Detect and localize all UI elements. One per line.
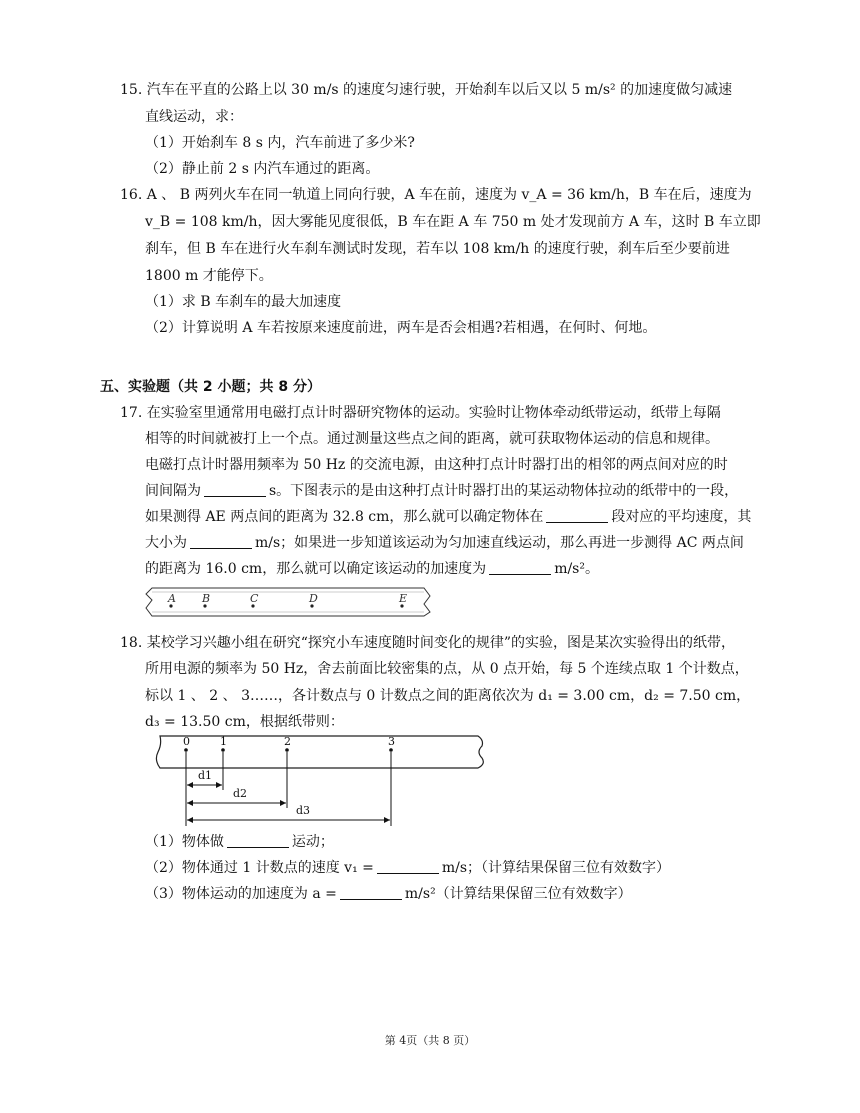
q16-line-2: v_B = 108 km/h，因大雾能见度很低，B 车在距 A 车 750 m 处才发现前方 A 车，这时 B 车立即 xyxy=(145,214,761,230)
q18-dim-d1 xyxy=(187,769,222,788)
blank-acceleration-a[interactable] xyxy=(340,885,402,900)
q18-line-1: 18. 某校学习兴趣小组在研究“探究小车速度随时间变化的规律”的实验，图是某次实验得出的纸带， xyxy=(120,635,736,651)
q17-line-6 xyxy=(145,533,744,553)
blank-time-interval[interactable] xyxy=(204,482,266,497)
q17-line-4 xyxy=(145,481,738,501)
q17-label-a: A xyxy=(168,592,176,605)
q18-sub-2 xyxy=(145,858,670,878)
q18-label-3: 3 xyxy=(388,735,395,748)
q18-dim-d1-label: d1 xyxy=(198,769,213,782)
blank-acceleration[interactable] xyxy=(489,560,551,575)
q18-dim-d3 xyxy=(187,804,390,823)
q17-label-e: E xyxy=(399,592,408,605)
q17-line-5-b: 段对应的平均速度，其 xyxy=(611,509,752,525)
q17-line-2: 相等的时间就被打上一个点。通过测量这些点之间的距离，就可获取物体运动的信息和规律。 xyxy=(145,431,719,447)
q16-line-3: 刹车，但 B 车在进行火车刹车测试时发现，若车以 108 km/h 的速度行驶，刹车后至少要前进 xyxy=(145,241,730,257)
q18-line-3: 标以 1 、 2 、 3……，各计数点与 0 计数点之间的距离依次为 d₁ = 3.00 cm，d₂ = 7.50 cm， xyxy=(145,688,751,704)
q16-sub-2: （2）计算说明 A 车若按原来速度前进，两车是否会相遇?若相遇，在何时、何地。 xyxy=(145,320,657,336)
q18-dim-d2-label: d2 xyxy=(233,787,248,800)
q18-tape-figure xyxy=(140,730,500,830)
q18-sub-1-b: 运动； xyxy=(291,834,334,850)
q17-line-7 xyxy=(145,559,599,579)
q18-point-0 xyxy=(184,748,188,752)
q18-sub-3-a: （3）物体运动的加速度为 a = xyxy=(145,886,337,902)
q17-tape-figure xyxy=(140,584,440,620)
q17-line-1: 17. 在实验室里通常用电磁打点计时器研究物体的运动。实验时让物体牵动纸带运动，纸带上每隔 xyxy=(120,405,721,421)
q17-line-5 xyxy=(145,507,751,527)
q18-line-4: d₃ = 13.50 cm，根据纸带则： xyxy=(145,714,344,730)
page-footer: 第 4页（共 8 页） xyxy=(384,1034,476,1047)
section-title: 五、实验题（共 2 小题；共 8 分） xyxy=(100,379,321,395)
q18-label-0: 0 xyxy=(183,735,190,748)
q18-sub-2-a: （2）物体通过 1 计数点的速度 v₁ = xyxy=(145,860,374,876)
q15-sub-1: （1）开始刹车 8 s 内，汽车前进了多少米? xyxy=(145,135,415,151)
q18-point-1 xyxy=(221,748,225,752)
q18-point-3 xyxy=(389,748,393,752)
q18-line-2: 所用电源的频率为 50 Hz，舍去前面比较密集的点，从 0 点开始，每 5 个连续点取 1 个计数点， xyxy=(145,661,749,677)
q17-line-6-b: m/s；如果进一步知道该运动为匀加速直线运动，那么再进一步测得 AC 两点间 xyxy=(255,535,744,551)
q17-line-3: 电磁打点计时器用频率为 50 Hz 的交流电源，由这种打点计时器打出的相邻的两点间对应的时 xyxy=(145,457,728,473)
q17-label-d: D xyxy=(309,592,318,605)
q18-dim-d2 xyxy=(187,787,286,806)
blank-velocity-v1[interactable] xyxy=(377,859,439,874)
q16-line-1: 16. A 、 B 两列火车在同一轨道上同向行驶，A 车在前，速度为 v_A = 36 km/h，B 车在后，速度为 xyxy=(120,187,752,203)
blank-average-speed[interactable] xyxy=(190,534,252,549)
q18-dim-d3-label: d3 xyxy=(296,804,311,817)
q18-tape-outline xyxy=(156,736,483,768)
q17-line-6-a: 大小为 xyxy=(145,535,187,551)
q18-sub-1-a: （1）物体做 xyxy=(145,834,224,850)
q17-line-4-a: 间间隔为 xyxy=(145,483,201,499)
q18-label-1: 1 xyxy=(220,735,227,748)
blank-segment[interactable] xyxy=(546,508,608,523)
q16-line-4: 1800 m 才能停下。 xyxy=(145,268,273,284)
q18-sub-2-b: m/s；（计算结果保留三位有效数字） xyxy=(441,860,671,876)
q17-line-5-a: 如果测得 AE 两点间的距离为 32.8 cm，那么就可以确定物体在 xyxy=(145,509,544,525)
q15-sub-2: （2）静止前 2 s 内汽车通过的距离。 xyxy=(145,161,380,177)
q15-line-1: 15. 汽车在平直的公路上以 30 m/s 的速度匀速行驶，开始刹车以后又以 5 m/s² 的加速度做匀减速 xyxy=(120,82,733,98)
blank-motion-type[interactable] xyxy=(227,833,289,848)
q17-label-b: B xyxy=(202,592,211,605)
q17-line-7-b: m/s²。 xyxy=(554,561,599,577)
q16-sub-1: （1）求 B 车刹车的最大加速度 xyxy=(145,294,342,310)
q18-point-2 xyxy=(285,748,289,752)
q17-line-4-b: s。下图表示的是由这种打点计时器打出的某运动物体拉动的纸带中的一段， xyxy=(269,483,739,499)
q17-line-7-a: 的距离为 16.0 cm，那么就可以确定该运动的加速度为 xyxy=(145,561,487,577)
q15-line-2: 直线运动，求： xyxy=(145,109,243,125)
q17-label-c: C xyxy=(250,592,259,605)
q18-sub-3 xyxy=(145,884,632,904)
q18-sub-3-b: m/s²（计算结果保留三位有效数字） xyxy=(404,886,632,902)
q18-label-2: 2 xyxy=(284,735,291,748)
q18-sub-1 xyxy=(145,832,334,852)
